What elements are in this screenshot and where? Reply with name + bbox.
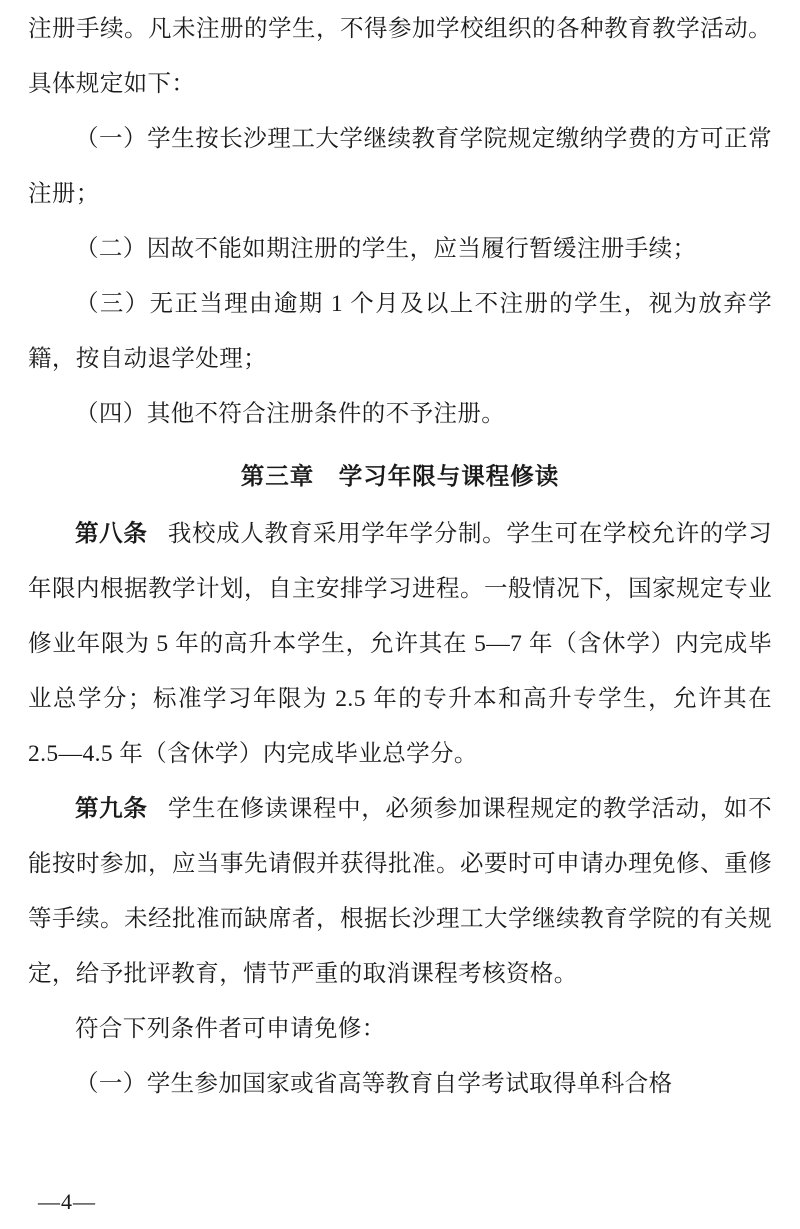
chapter-heading: 第三章 学习年限与课程修读 <box>240 464 560 490</box>
document-body <box>28 0 772 1112</box>
article-8-label: 第八条 <box>75 521 148 547</box>
paragraph-item-4: （四）其他不符合注册条件的不予注册。 <box>75 401 506 427</box>
page-number: —4— <box>38 1189 96 1214</box>
paragraph-item-2: （二）因故不能如期注册的学生，应当履行暂缓注册手续； <box>75 236 697 262</box>
paragraph-continued-registration: 注册手续。凡未注册的学生，不得参加学校组织的各种教育教学活动。具体规定如下： <box>28 16 772 97</box>
article-8-text: 我校成人教育采用学年学分制。学生可在学校允许的学习年限内根据教学计划，自主安排学习进程。一般情况下，国家规定专业修业年限为 5 年的高升本学生，允许其在 5—7 年（含休学）内完成毕业总学分；标准学习年限为 2.5 年的专升本和高升专学生，允许其在 2.5—4.5 年（含休学）内完成毕业总学分。 <box>28 521 773 767</box>
article-8 <box>28 507 772 782</box>
article-9 <box>28 782 772 1002</box>
paragraph-exemption-item-1: （一）学生参加国家或省高等教育自学考试取得单科合格 <box>75 1071 673 1097</box>
paragraph-item-1: （一）学生按长沙理工大学继续教育学院规定缴纳学费的方可正常注册； <box>28 126 772 207</box>
article-9-text: 学生在修读课程中，必须参加课程规定的教学活动，如不能按时参加，应当事先请假并获得批准。必要时可申请办理免修、重修等手续。未经批准而缺席者，根据长沙理工大学继续教育学院的有关规定，给予批评教育，情节严重的取消课程考核资格。 <box>28 796 773 987</box>
paragraph-exemption-intro: 符合下列条件者可申请免修： <box>75 1016 386 1042</box>
article-9-label: 第九条 <box>75 796 148 822</box>
paragraph-item-3: （三）无正当理由逾期 1 个月及以上不注册的学生，视为放弃学籍，按自动退学处理； <box>28 291 772 372</box>
